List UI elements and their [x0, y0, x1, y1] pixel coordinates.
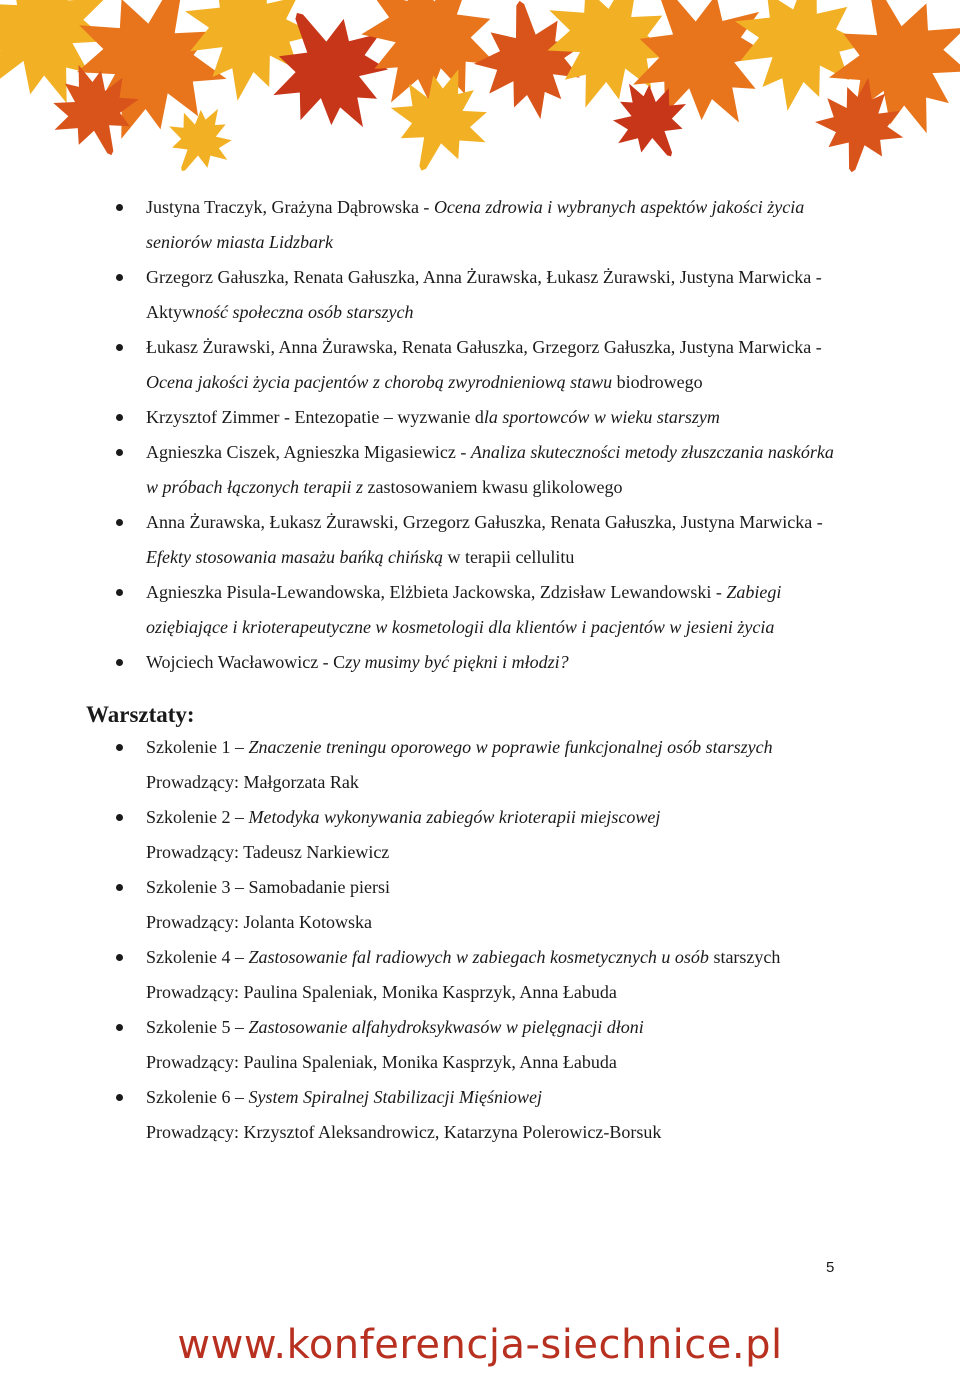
authors: Anna Żurawska, Łukasz Żurawski, Grzegorz Gałuszka, Renata Gałuszka, Justyna Marwicka -	[146, 512, 823, 532]
workshop-label: Szkolenie 4 –	[146, 947, 249, 967]
footer-website-url[interactable]: www.konferencja-siechnice.pl	[177, 1322, 783, 1368]
workshop-presenter: Prowadzący: Małgorzata Rak	[146, 772, 359, 792]
workshop-label: Szkolenie 5 –	[146, 1017, 249, 1037]
list-item	[0, 505, 960, 575]
authors: Justyna Traczyk, Grażyna Dąbrowska -	[146, 197, 434, 217]
title-rest: w terapii cellulitu	[442, 547, 575, 567]
authors: Wojciech Wacławowicz - C	[146, 652, 346, 672]
workshop-title: Znaczenie treningu oporowego w poprawie funkcjonalnej osób starszych	[248, 737, 773, 757]
list-item	[0, 330, 960, 400]
workshop-presenter: Prowadzący: Jolanta Kotowska	[146, 912, 372, 932]
authors: Grzegorz Gałuszka, Renata Gałuszka, Anna Żurawska, Łukasz Żurawski, Justyna Marwicka - Aktyw	[146, 267, 822, 322]
page-number: 5	[826, 1259, 835, 1276]
title: la sportowców w wieku starszym	[483, 407, 720, 427]
title: ność społeczna osób starszych	[195, 302, 414, 322]
publications-list	[0, 190, 960, 680]
title: Efekty stosowania masażu bańką chińską	[146, 547, 443, 567]
workshop-presenter: Prowadzący: Paulina Spaleniak, Monika Kasprzyk, Anna Łabuda	[146, 1052, 617, 1072]
list-item	[0, 435, 960, 505]
title-rest: biodrowego	[612, 372, 703, 392]
title: Zabiegi oziębiające i krioterapeutyczne w kosmetologii dla klientów i pacjentów w jesieni życia	[146, 582, 782, 637]
workshop-label: Szkolenie 6 –	[146, 1087, 249, 1107]
workshop-presenter: Prowadzący: Paulina Spaleniak, Monika Kasprzyk, Anna Łabuda	[146, 982, 617, 1002]
workshop-title-rest: starszych	[708, 947, 781, 967]
list-item	[0, 575, 960, 645]
list-item	[0, 400, 960, 435]
title: Ocena zdrowia i wybranych aspektów jakości życia seniorów miasta Lidzbark	[146, 197, 805, 252]
workshop-item	[0, 1010, 960, 1080]
title: zy musimy być piękni i młodzi?	[345, 652, 569, 672]
workshop-label: Szkolenie 3 –	[146, 877, 249, 897]
workshop-item	[0, 870, 960, 940]
workshop-item	[0, 730, 960, 800]
page-content	[0, 190, 960, 1150]
workshop-title: Metodyka wykonywania zabiegów krioterapii miejscowej	[248, 807, 661, 827]
list-item	[0, 190, 960, 260]
workshop-item	[0, 1080, 960, 1150]
workshops-list	[0, 730, 960, 1150]
workshops-heading: Warsztaty:	[86, 702, 195, 727]
title: Analiza skuteczności metody złuszczania naskórka w próbach łączonych terapii z	[146, 442, 834, 497]
workshop-title: Zastosowanie fal radiowych w zabiegach kosmetycznych u osób	[248, 947, 709, 967]
authors: Krzysztof Zimmer - Entezopatie – wyzwanie d	[146, 407, 484, 427]
autumn-leaves-banner	[0, 0, 960, 190]
title: Ocena jakości życia pacjentów z chorobą zwyrodnieniową stawu	[146, 372, 613, 392]
authors: Agnieszka Ciszek, Agnieszka Migasiewicz -	[146, 442, 471, 462]
workshop-item	[0, 940, 960, 1010]
leaf-cluster	[0, 0, 960, 188]
list-item	[0, 645, 960, 680]
workshop-presenter: Prowadzący: Krzysztof Aleksandrowicz, Katarzyna Polerowicz-Borsuk	[146, 1122, 662, 1142]
workshop-title: Zastosowanie alfahydroksykwasów w pielęgnacji dłoni	[248, 1017, 644, 1037]
title-rest: zastosowaniem kwasu glikolowego	[362, 477, 623, 497]
workshop-title-rest: Samobadanie piersi	[248, 877, 390, 897]
workshop-title: System Spiralnej Stabilizacji Mięśniowej	[248, 1087, 542, 1107]
authors: Łukasz Żurawski, Anna Żurawska, Renata Gałuszka, Grzegorz Gałuszka, Justyna Marwicka -	[146, 337, 822, 357]
workshop-item	[0, 800, 960, 870]
authors: Agnieszka Pisula-Lewandowska, Elżbieta Jackowska, Zdzisław Lewandowski -	[146, 582, 727, 602]
list-item	[0, 260, 960, 330]
workshop-label: Szkolenie 2 –	[146, 807, 249, 827]
workshop-presenter: Prowadzący: Tadeusz Narkiewicz	[146, 842, 390, 862]
workshop-label: Szkolenie 1 –	[146, 737, 249, 757]
